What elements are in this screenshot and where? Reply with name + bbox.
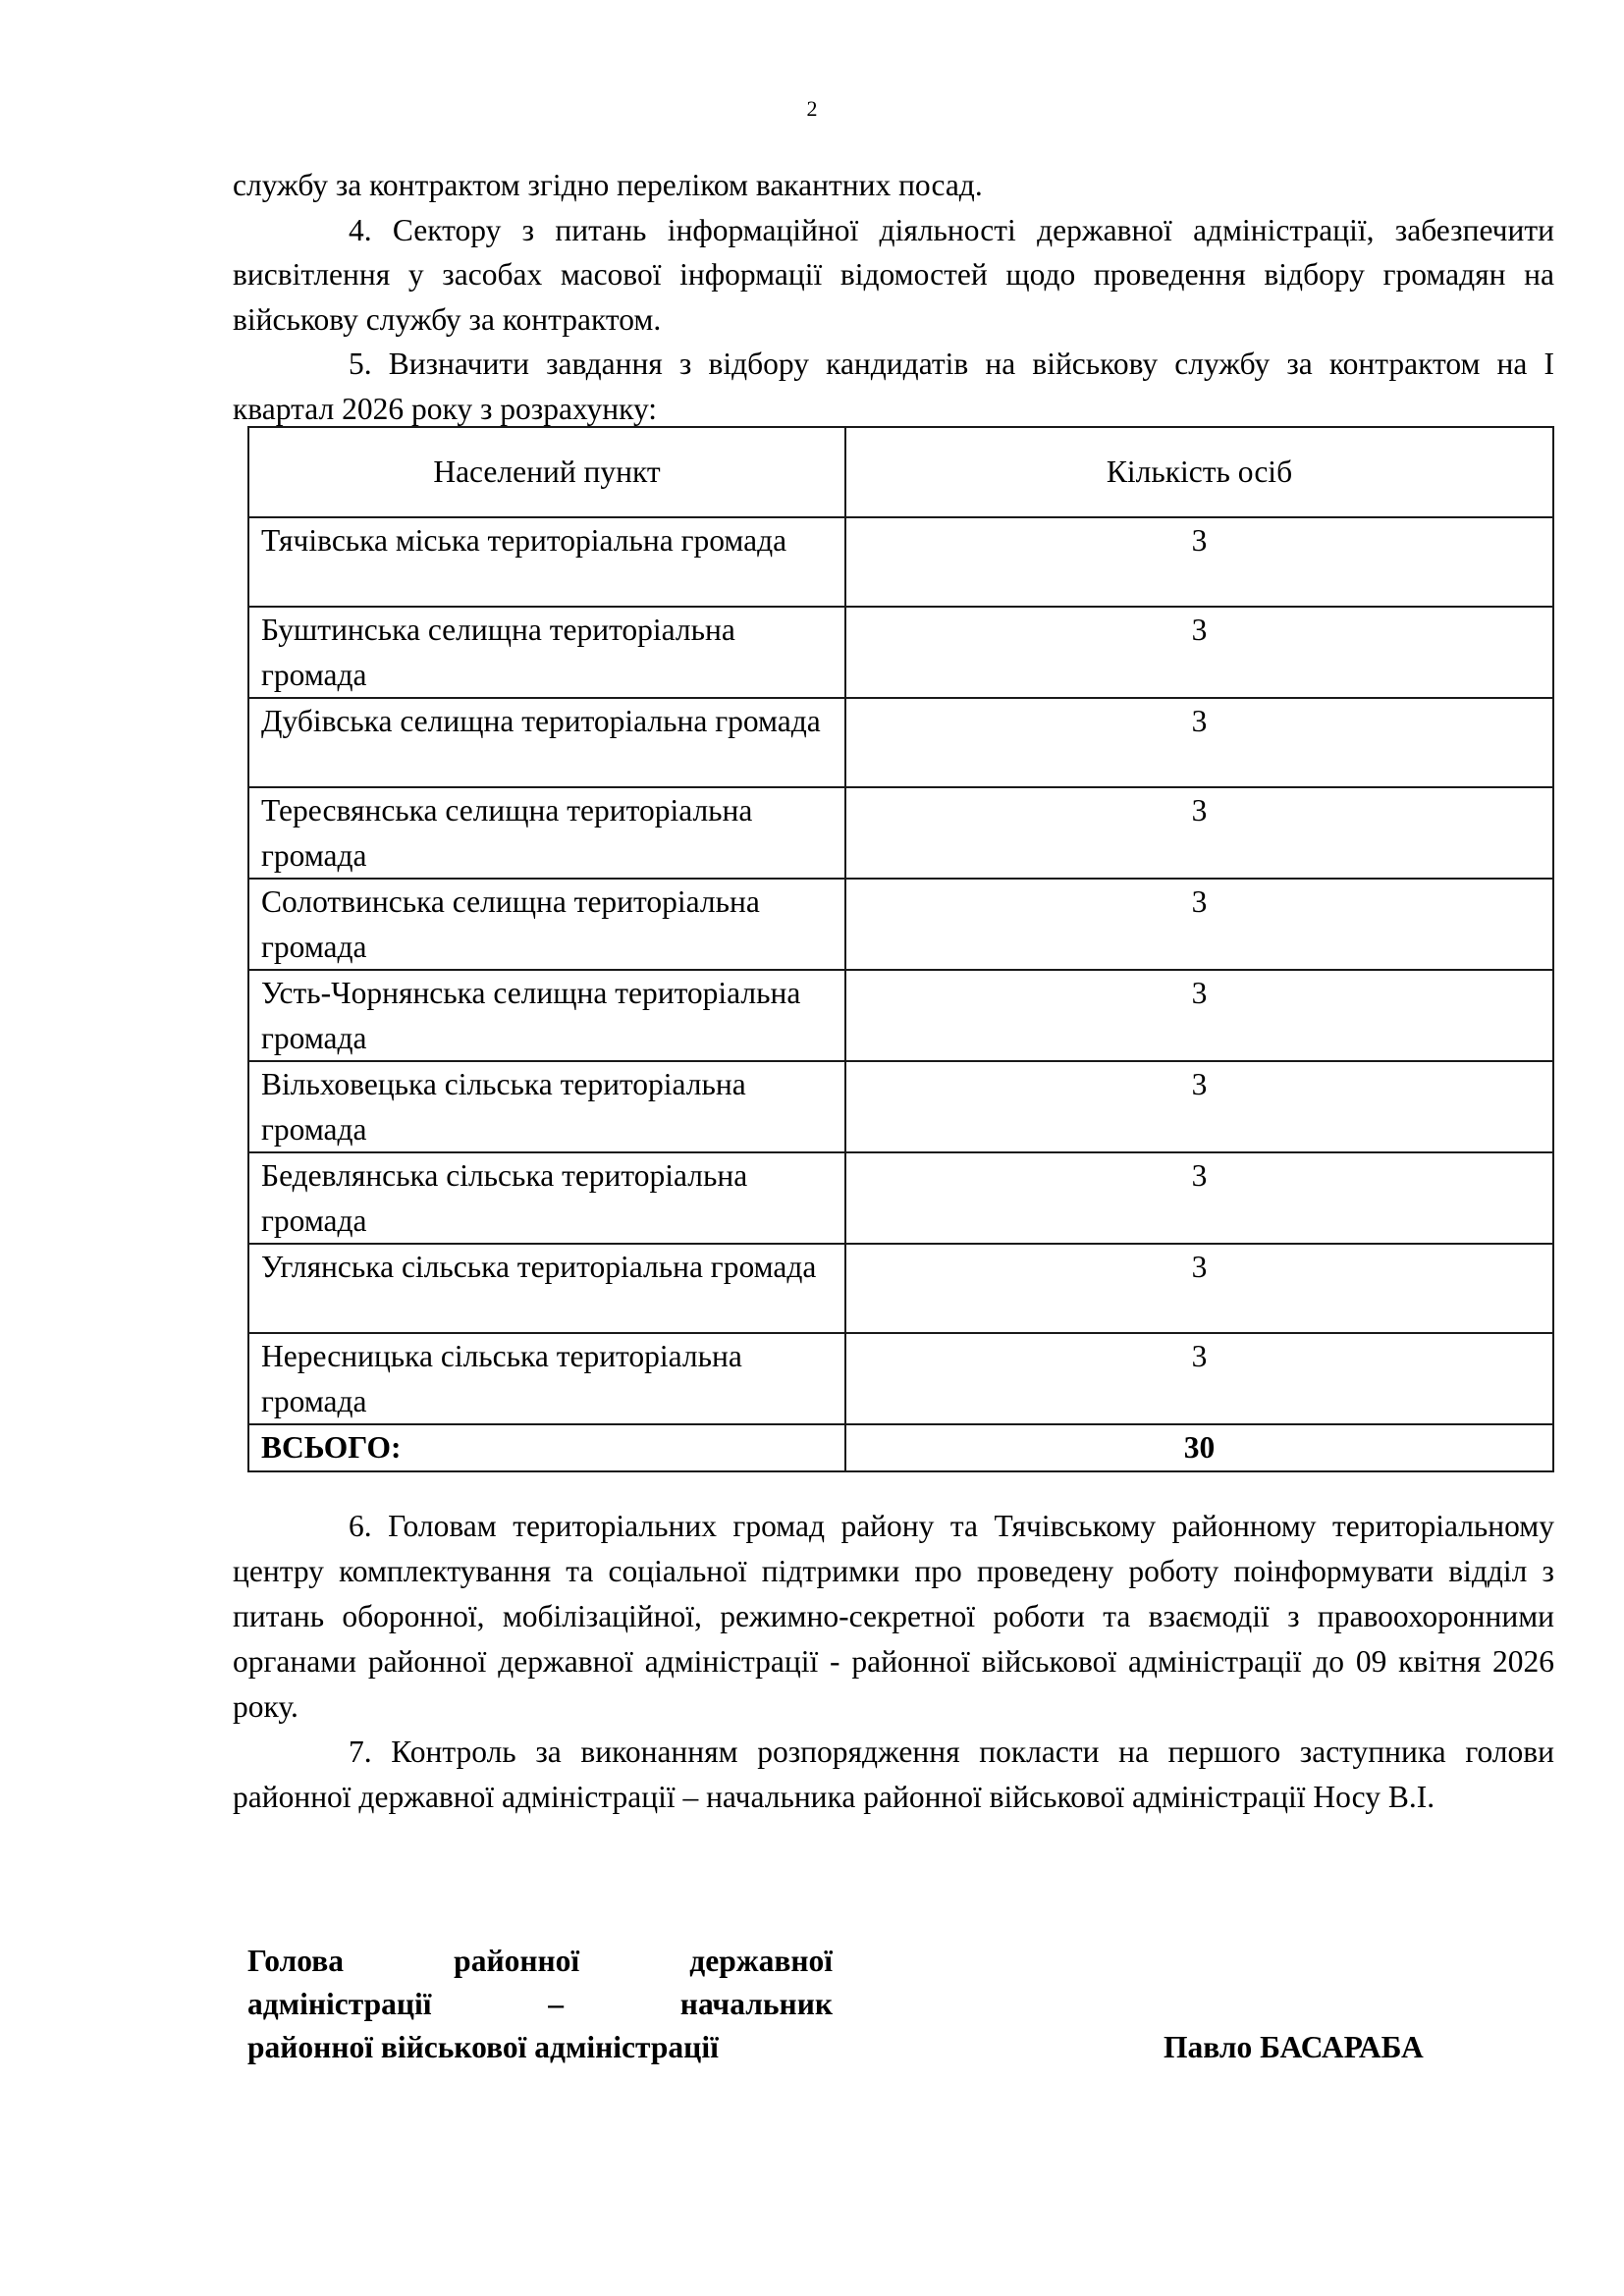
paragraph-item-5: 5. Визначити завдання з відбору кандидатів на військову службу за контрактом на І квартал 2026 року з розрахунку: xyxy=(233,347,1554,426)
signature-block xyxy=(247,1940,1554,2069)
table-row xyxy=(248,879,1553,970)
person-count: 3 xyxy=(845,879,1553,970)
total-count: 30 xyxy=(845,1424,1553,1471)
body-text xyxy=(233,163,1554,431)
paragraph-item-7: 7. Контроль за виконанням розпорядження покласти на першого заступника голови районної державної адміністрації – начальника районної військової адміністрації Носу В.І. xyxy=(233,1735,1554,1814)
table-row xyxy=(248,787,1553,879)
settlement-name: Бедевлянська сільська територіальна громада xyxy=(248,1152,845,1244)
settlement-name: Нересницька сільська територіальна громада xyxy=(248,1333,845,1424)
table-row xyxy=(248,1061,1553,1152)
settlement-name: Дубівська селищна територіальна громада xyxy=(248,698,845,787)
person-count: 3 xyxy=(845,517,1553,607)
table-total-row xyxy=(248,1424,1553,1471)
settlement-name: Буштинська селищна територіальна громада xyxy=(248,607,845,698)
signatory-title xyxy=(247,1940,833,2069)
person-count: 3 xyxy=(845,787,1553,879)
settlement-name: Тячівська міська територіальна громада xyxy=(248,517,845,607)
table-row xyxy=(248,698,1553,787)
signatory-name: Павло БАСАРАБА xyxy=(1164,2030,1424,2064)
settlement-name: Солотвинська селищна територіальна громада xyxy=(248,879,845,970)
column-header-count: Кількість осіб xyxy=(845,427,1553,517)
person-count: 3 xyxy=(845,970,1553,1061)
paragraph-item-4: 4. Сектору з питань інформаційної діяльності державної адміністрації, забезпечити висвітлення у засобах масової інформації відомостей щодо проведення відбору громадян на військову службу за контрактом. xyxy=(233,212,1554,337)
total-label: ВСЬОГО: xyxy=(248,1424,845,1471)
settlement-name: Углянська сільська територіальна громада xyxy=(248,1244,845,1333)
column-header-settlement: Населений пункт xyxy=(248,427,845,517)
table-row xyxy=(248,517,1553,607)
table-row xyxy=(248,970,1553,1061)
table-header-row xyxy=(248,427,1553,517)
quota-table xyxy=(247,426,1554,1472)
signatory-title-line: адміністрації – начальник xyxy=(247,1987,833,2021)
signatory-title-line: районної військової адміністрації xyxy=(247,2030,719,2064)
table-row xyxy=(248,1152,1553,1244)
person-count: 3 xyxy=(845,607,1553,698)
settlement-name: Усть-Чорнянська селищна територіальна громада xyxy=(248,970,845,1061)
signatory-title-line: Голова районної державної xyxy=(247,1944,833,1978)
person-count: 3 xyxy=(845,1152,1553,1244)
settlement-name: Вільховецька сільська територіальна громада xyxy=(248,1061,845,1152)
table-row xyxy=(248,607,1553,698)
person-count: 3 xyxy=(845,698,1553,787)
paragraph-item-6: 6. Головам територіальних громад району та Тячівському районному територіальному центру комплектування та соціальної підтримки про проведену роботу поінформувати відділ з питань оборонної, мобілізаційної, режимно-секретної роботи та взаємодії з правоохоронними органами районної державної адміністрації - районної військової адміністрації до 09 квітня 2026 року. xyxy=(233,1509,1554,1724)
person-count: 3 xyxy=(845,1061,1553,1152)
table-row xyxy=(248,1333,1553,1424)
page-number: 2 xyxy=(806,96,818,121)
person-count: 3 xyxy=(845,1333,1553,1424)
paragraph-continuation: службу за контрактом згідно переліком вакантних посад. xyxy=(233,168,983,202)
table-row xyxy=(248,1244,1553,1333)
lower-text xyxy=(233,1504,1554,1820)
person-count: 3 xyxy=(845,1244,1553,1333)
settlement-name: Тересвянська селищна територіальна громада xyxy=(248,787,845,879)
